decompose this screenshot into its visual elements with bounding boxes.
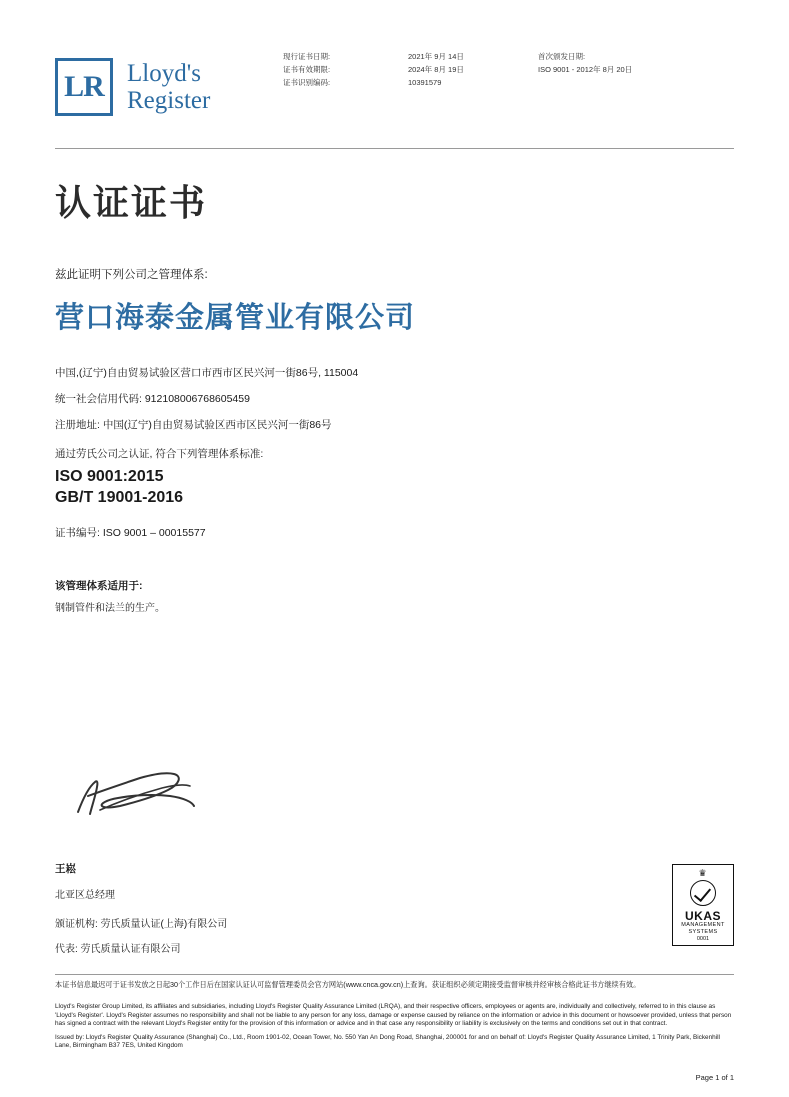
footer-legal-text bbox=[55, 1003, 734, 1056]
signatory-role: 北亚区总经理 bbox=[55, 890, 115, 901]
handwritten-signature bbox=[70, 760, 220, 830]
value-first-issue-date: ISO 9001 - 2012年 8月 20日 bbox=[538, 65, 633, 74]
footer-legal-paragraph-1: Lloyd's Register Group Limited, its affiliates and subsidiaries, including Lloyd's Register Quality Assurance Limited (LRQA), and their respective officers, employees or agents are, individually and collectively, referred to in this clause as 'Lloyd's Register'. Lloyd's Register assumes no responsibility and shall not be liable to any person for any loss, damage or expense caused by reliance on the information or advice in this document or howsoever provided, unless that person has signed a contract with the relevant Lloyd's Register entity for the provision of this information or advice and in that case any responsibility or liability is exclusively on the terms and conditions set out in that contract. bbox=[55, 1003, 732, 1028]
lr-monogram-text: LR bbox=[64, 70, 104, 103]
label-expiry-date: 证书有效期限: bbox=[283, 65, 331, 74]
standard-gbt19001: GB/T 19001-2016 bbox=[55, 489, 184, 506]
value-current-issue-date: 2021年 9月 14日 bbox=[408, 52, 464, 61]
on-behalf-of: 代表: 劳氏质量认证有限公司 bbox=[55, 944, 181, 955]
lr-monogram-icon bbox=[55, 58, 113, 116]
meta-values bbox=[408, 50, 464, 89]
value-expiry-date: 2024年 8月 19日 bbox=[408, 65, 464, 74]
intro-text: 兹此证明下列公司之管理体系: bbox=[55, 269, 208, 281]
meta-labels bbox=[283, 50, 330, 89]
scope-heading: 该管理体系适用于: bbox=[55, 580, 143, 592]
value-certificate-id: 10391579 bbox=[408, 78, 442, 87]
label-first-issue-date: 首次颁发日期: bbox=[538, 52, 586, 61]
crown-icon: ♛ bbox=[698, 868, 708, 878]
company-name: 营口海泰金属管业有限公司 bbox=[55, 302, 416, 334]
meta-first-issue bbox=[538, 50, 632, 76]
label-current-issue-date: 现行证书日期: bbox=[283, 52, 331, 61]
ukas-subtext bbox=[673, 922, 733, 935]
unified-social-credit-code: 统一社会信用代码: 91210800676860​5459 bbox=[55, 393, 250, 405]
footer-divider bbox=[55, 974, 734, 975]
lloyds-register-logo bbox=[55, 58, 210, 116]
footer-chinese-note: 本证书信息最迟可于证书发放之日起30个工作日后在国家认证认可监督管理委员会官方网站(www.cnca.gov.cn)上查询。获证组织必须定期接受监督审核并经审核合格此证书方继续有效。 bbox=[55, 980, 641, 989]
ukas-wordmark: UKAS bbox=[684, 909, 721, 923]
checkmark-icon bbox=[690, 880, 716, 906]
signatory-name: 王崧 bbox=[55, 863, 76, 875]
ukas-subtext-line1: MANAGEMENT bbox=[681, 922, 725, 928]
ukas-subtext-line2: SYSTEMS bbox=[688, 928, 718, 935]
footer-legal-paragraph-2: Issued by: Lloyd's Register Quality Assurance (Shanghai) Co., Ltd., Room 1901-02, Ocean Tower, No. 550 Yan An Dong Road, Shanghai, 200001 for and on behalf of: Lloyd's Register Quality Assurance Limited, 1 Trinity Park, Bickenhill Lane, Birmingham B37 7ES, United Kingdom bbox=[55, 1033, 720, 1050]
standard-iso9001: ISO 9001:2015 bbox=[55, 468, 164, 485]
label-certificate-id: 证书识别编码: bbox=[283, 78, 331, 87]
header-divider bbox=[55, 148, 734, 149]
brand-name-line1: Lloyd's bbox=[127, 60, 201, 87]
brand-name bbox=[127, 60, 210, 114]
page-title: 认证证书 bbox=[55, 182, 208, 223]
ukas-number: 0001 bbox=[696, 936, 710, 942]
page-number: Page 1 of 1 bbox=[695, 1073, 734, 1082]
company-address: 中国,(辽宁)自由贸易试验区营口市西市区民兴河一街86号, 115004 bbox=[55, 367, 359, 379]
brand-name-line2: Register bbox=[127, 87, 211, 114]
scope-text: 钢制管件和法兰的生产。 bbox=[55, 603, 165, 614]
approval-statement: 通过劳氏公司之认证, 符合下列管理体系标准: bbox=[55, 448, 264, 460]
registered-address: 注册地址: 中国(辽宁)自由贸易试验区西市区民兴河一街86号 bbox=[55, 419, 332, 431]
issuing-body: 颁证机构: 劳氏质量认证(上海)有限公司 bbox=[55, 919, 228, 930]
certificate-header bbox=[0, 0, 789, 148]
certificate-number: 证书编号: ISO 9001 – 00015577 bbox=[55, 527, 206, 539]
ukas-accreditation-mark bbox=[672, 864, 734, 946]
